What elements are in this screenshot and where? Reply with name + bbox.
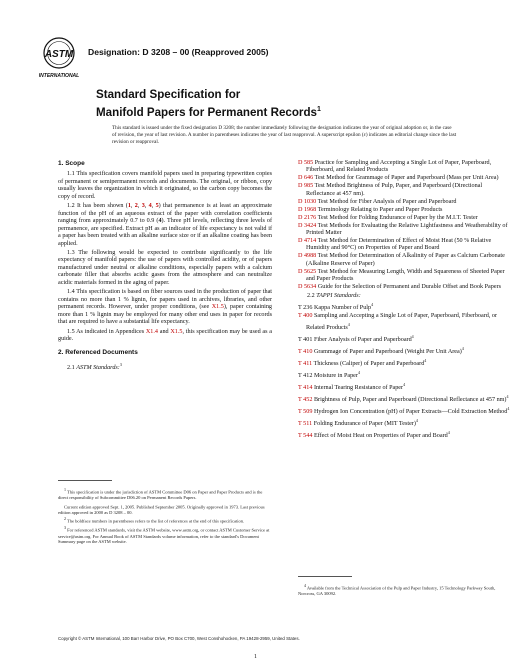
footnote [58,487,272,501]
ref-link[interactable]: 3 [141,203,145,210]
reference-code: T 401 [298,336,313,343]
document-title [96,88,426,120]
logo-subtext: INTERNATIONAL [39,73,79,79]
footnote-marker: 4 [357,369,360,375]
reference-title: Test Method for Folding Endurance of Paper by the M.I.T. Tester [317,214,478,221]
footnote-marker: 4 [411,333,414,339]
reference-title: Test Method for Determination of Alkalinity of Paper as Calcium Carbonate (Alkaline Reserve of Paper) [306,253,505,267]
footnote-marker: 4 [415,417,418,423]
section-references-heading: 2. Referenced Documents [58,349,138,357]
reference-title: Fiber Analysis of Paper and Paperboard [313,336,412,343]
reference-code: T 236 [298,305,313,312]
footnote-text: For referenced ASTM standards, visit the ASTM website, www.astm.org, or contact ASTM Customer Service at service@astm.org. For Annual Book of ASTM Standards volume information, refer to the standard's Document Summary page on the ASTM website. [58,527,270,545]
reference-title: Test Method for Measuring Length, Width and Squareness of Sheeted Paper and Paper Products [306,268,505,283]
reference-title: Practice for Sampling and Accepting a Single Lot of Paper, Paperboard, Fiberboard, and Related Products [306,160,492,174]
footnote [58,502,272,516]
reference-code-link[interactable]: D 585 [298,160,314,166]
reference-item [298,301,510,313]
reference-code-link[interactable]: D 4714 [298,238,317,245]
paragraph-1-3: 1.3 The following would be expected to contribute significantly to the life expectancy of manifold papers: the use of papers with controlled acidity, or of papers manufactured under neutral or alkaline conditions, especially papers with a calcium carbonate filler that absorbs acidic gases from the atmosphere and can neutralize acidic materials formed in the aging of paper. [58,249,272,286]
reference-title: Folding Endurance of Paper (MIT Tester) [313,420,416,427]
reference-code-link[interactable]: D 646 [298,175,314,182]
title-line-1: Standard Specification for [96,88,241,101]
reference-code-link[interactable]: D 2176 [298,214,317,221]
ref-link[interactable]: 4 [148,203,152,210]
footnote-rule-right [298,576,352,577]
reference-title: Brightness of Pulp, Paper and Paperboard (Directional Reflectance at 457 nm) [313,396,507,403]
reference-item [298,405,510,417]
footnotes-left [58,487,272,546]
reference-title: Hydrogen Ion Concentration (pH) of Paper Extracts—Cold Extraction Method [313,408,508,415]
reference-title: Kappa Number of Pulp [313,305,372,312]
reference-item [298,215,510,222]
reference-code-link[interactable]: D 1968 [298,206,317,213]
footnote [58,525,272,544]
footnote-marker: 4 [424,357,427,363]
footnote-text: The boldface numbers in parentheses refers to the list of references at the end of this specification. [67,518,245,524]
reference-item [298,393,510,405]
copyright-footer: Copyright © ASTM International, 100 Barr Harbor Drive, PO Box C700, West Conshohocken, PA 19428-2959, United States. [58,636,300,641]
footnote-marker: 3 [64,525,66,531]
astm-logo [39,33,79,83]
reference-item [298,183,510,198]
footnote-text: Current edition approved Sept. 1, 2005. Published September 2005. Originally approved in 1973. Last previous edition approved in 2000 as D 3208 – 00. [58,504,265,515]
reference-item [298,369,510,381]
ref-link[interactable]: 1 [127,203,131,210]
reference-title: Internal Tearing Resistance of Paper [313,384,404,391]
footnote [58,516,272,524]
reference-code-link[interactable]: D 3424 [298,222,317,229]
reference-code-link[interactable]: T 544 [298,432,313,439]
designation: Designation: D 3208 – 00 (Reapproved 2005) [88,47,269,57]
paragraph-1-1: 1.1 This specification covers manifold papers used in preparing typewritten copies of permanent or semipermanent records and documents. The original, or ribbon, copy usually leaves the organization in which it originated, so the carbon copy becomes the copy of record. [58,171,272,200]
paragraph-1-4: 1.4 This specification is based on fiber sources used in the production of paper that contains no more than 1 % lignin, for papers used in archives, libraries, and other permanent records. However, under proper conditions, (see X1.5), paper containing more than 1 % lignin may be employed for many other end uses in paper for records that are required to have a substantial life expectancy. [58,289,272,326]
reference-title: Test Method for Determination of Effect of Moist Heat (50 % Relative Humidity and 90°C) on Properties of Paper and Board [306,238,492,252]
standard-notice: This standard is issued under the fixed designation D 3208; the number immediately following the designation indicates the year of original adoption or, in the case of revision, the year of last revision. A number in parentheses indicates the year of last reapproval. A superscript epsilon (ε) indicates an editorial change since the last revision or reapproval. [112,125,457,145]
reference-title: Grammage of Paper and Paperboard (Weight Per Unit Area) [313,348,462,355]
reference-title: Thickness (Caliper) of Paper and Paperboard [313,360,425,367]
footnote-right: $^4$ Available from the Technical Association of the Pulp and Paper Industry, 15 Technology Parkway South, Norcross, GA 30092. [298,583,496,597]
reference-item [298,357,510,369]
reference-code: T 412 [298,372,313,379]
footnote-rule-left [58,480,112,481]
paragraph-1-5: 1.5 As indicated in Appendices X1.4 and X1.5, this specification may be used as a guide. [58,328,272,342]
appendix-link[interactable]: X1.5 [170,328,183,335]
footnote-marker: 4 [347,321,350,327]
appendix-link[interactable]: X1.5 [211,304,224,311]
ref-link[interactable]: 2 [134,203,138,210]
tappi-standards-list [298,301,510,440]
reference-title: Moisture in Paper [313,372,358,379]
footnote-marker: 2 [64,516,66,522]
reference-item [298,429,510,441]
footnote-text: This specification is under the jurisdiction of ASTM Committee D06 on Paper and Paper Products and is the direct responsibility of Subcommittee D06.20 on Permanent Records Papers. [58,489,263,501]
footnote-marker: 4 [447,429,450,435]
footnote-marker: 4 [403,381,406,387]
reference-item [298,207,510,214]
title-line-2: Manifold Papers for Permanent Records$^1$ [96,105,321,119]
footnote-marker: 4 [461,345,464,351]
reference-item [298,238,510,253]
ref-link[interactable]: 5 [155,203,159,210]
reference-code-link[interactable]: T 509 [298,408,313,415]
reference-title: Test Method Brightness of Pulp, Paper, and Paperboard (Directional Reflectance at 457 nm). [306,183,483,197]
reference-item [298,381,510,393]
reference-item [298,284,510,291]
reference-item [298,253,510,268]
logo-text: ASTM [44,49,74,60]
reference-item [298,223,510,238]
reference-item [298,345,510,357]
page-number: 1 [254,654,257,660]
reference-code-link[interactable]: T 400 [298,313,313,320]
footnote-marker: 4 [506,393,509,399]
reference-item [298,417,510,429]
reference-code-link[interactable]: T 411 [298,360,313,367]
reference-code-link[interactable]: T 452 [298,396,313,403]
reference-code-link[interactable]: T 414 [298,384,313,391]
footnote-marker: 4 [507,405,510,411]
left-column [58,160,272,374]
reference-title: Test Method for Fiber Analysis of Paper and Paperboard [317,198,457,205]
reference-item [298,175,510,182]
reference-code-link[interactable]: T 410 [298,348,313,355]
reference-title: Terminology Relating to Paper and Paper Products [317,206,443,213]
right-column [298,160,510,441]
reference-item [298,269,510,284]
reference-title: Effect of Moist Heat on Properties of Paper and Board [313,432,448,439]
paragraph-1-2: 1.2 It has been shown (1, 2, 3, 4, 5) that permanence is at least an approximate function of the pH of an aqueous extract of the paper with correlation coefficients ranging from approximately 0.7 to 0.9 (4). Three pH levels, reflecting three levels of permanence, are specified. Extract pH as an indicator of life expectancy is not valid if a paper has been treated with an alkaline surface size or if an alkaline coating has been applied. [58,203,273,247]
reference-title: Sampling and Accepting a Single Lot of Paper, Paperboard, Fiberboard, or Related Products [306,313,498,331]
reference-code-link[interactable]: D 4988 [298,253,317,260]
footnote-marker: 1 [64,487,66,492]
reference-item [298,333,510,345]
reference-title: Test Methods for Evaluating the Relative Lightfastness and Weatherability of Printed Matter [306,222,508,237]
appendix-link[interactable]: X1.4 [145,328,158,335]
reference-code-link[interactable]: T 511 [298,420,313,427]
reference-title: Test Method for Grammage of Paper and Paperboard (Mass per Unit Area) [314,175,499,182]
reference-code-link[interactable]: D 5625 [298,268,317,275]
astm-standards-label: 2.1 ASTM Standards:$^3$ [67,361,122,371]
section-scope-heading: 1. Scope [58,160,85,167]
reference-code-link[interactable]: D 985 [298,183,314,190]
footnote-marker: 4 [371,302,374,308]
reference-item [298,160,510,175]
reference-item [298,313,510,332]
reference-title: Guide for the Selection of Permanent and Durable Offset and Book Papers [317,284,502,291]
ref-4: 4 [158,218,162,225]
reference-code-link[interactable]: D 1030 [298,198,317,205]
astm-standards-list [298,160,510,292]
reference-item [298,199,510,206]
reference-code-link[interactable]: D 5634 [298,284,317,291]
tappi-standards-label: 2.2 TAPPI Standards: [307,292,361,299]
